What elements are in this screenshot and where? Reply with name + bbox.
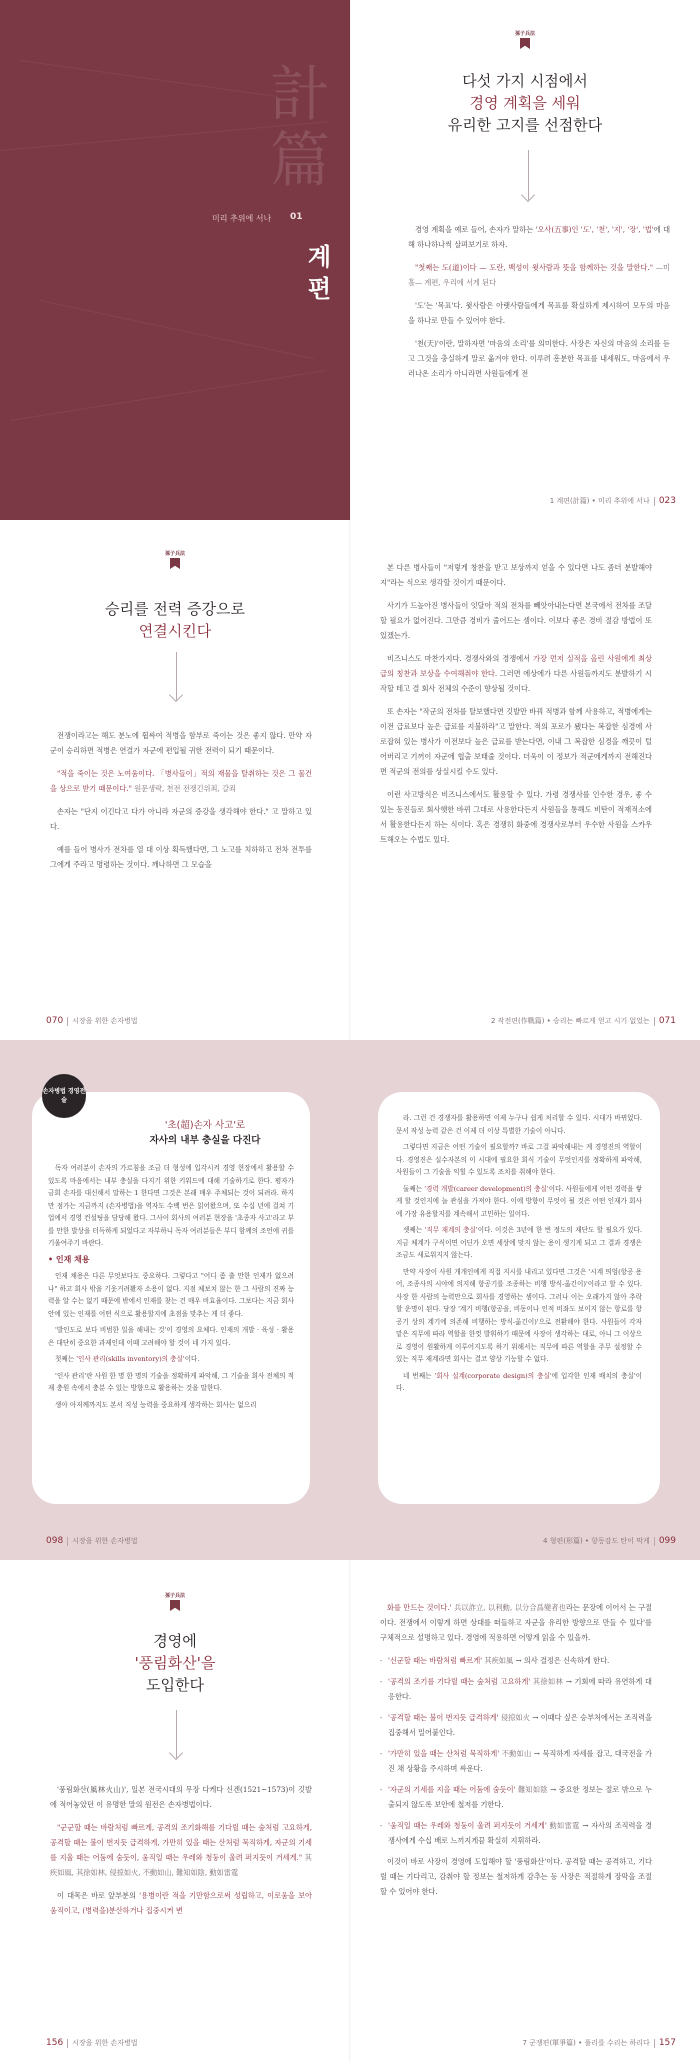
page-footer: 7 군쟁편(軍爭篇) • 풀리를 수리는 하리다 157 [522, 2038, 676, 2048]
part-label: 미리 추위에 서나 [212, 214, 272, 223]
page-156 [0, 1560, 350, 2062]
seal-icon: 孫子兵法 [164, 550, 186, 572]
page-footer: 1 계편(計篇) • 미리 추위에 서나 023 [549, 496, 676, 506]
page-body: 화를 만드는 것이다.' 兵以詐立, 以利動, 以分合爲變者也라는 문장에 이어서 는 구절이다. 전쟁에서 이렇게 하면 상대를 떠들하고 자군을 유리한 방향으로 만들 수 있다'를 구체적으로 설명하고 있다. 경영에 적용하면 어떻게 읽을 수 있을까. - '신군할 때는 바람처럼 빠르게' 其疾如風 → 의사 결정은 신속하게 한다. - '공격의 조기를 기다릴 때는 숲처럼 고요하게' 其徐如林 → 기회에 따라 유연하게 대응한다. - '공격할 때는 불이 번지듯 급격하게' 侵掠如火 → 이때다 싶은 승부처에서는 조직력을 집중해서 밀어붙인다. - '가만히 있을 때는 산처럼 묵직하게' 不動如山 → 묵직하게 자세를 잡고, 대국전을 가진 채 상황을 주시하며 싸운다. - '자군의 기세를 지을 때는 어둠에 숨듯이' 難知如陰 → 중요한 정보는 절로 밖으로 누출되지 않도록 보안에 철저를 기한다. - '움직일 때는 우레와 청둥이 울려 퍼지듯이 거세게' 動如雷霆 → 자사의 조직력을 경쟁사에게 수십 배로 느끼지게끔 확실히 지휘하라. 이것이 바로 사장이 경영에 도입해야 할 '풍림화산'이다. 공격할 때는 공격하고, 기다릴 때는 기다리고, 감춰야 할 정보는 철저하게 감추는 등 사장은 적절하게 장막을 조절할 수 있어야 한다. [380, 1600, 652, 1907]
list-item: - '공격할 때는 불이 번지듯 급격하게' 侵掠如火 → 이때다 싶은 승부처에서는 조직력을 집중해서 밀어붙인다. [380, 1710, 652, 1740]
spread-4 [0, 1560, 700, 2062]
page-footer: 4 형편(形篇) • 항동감도 탄이 막게 099 [543, 1536, 676, 1546]
spread-1 [0, 0, 700, 520]
series-badge: 손자병법 경영전술 [42, 1074, 86, 1118]
seal-icon: 孫子兵法 [164, 1592, 186, 1614]
page-071 [350, 520, 700, 1040]
cover-title: 계편 [303, 244, 332, 308]
page-body: '풍림화산(風林火山)', 일본 전국시대의 무장 다케다 신겐(1521~1573)이 깃발에 적어놓았던 이 유명한 말의 원전은 손자병법이다. "군군할 때는 바람처럼 빠르게, 공격의 조기화해를 기다릴 때는 숲처럼 고요하게, 공격할 때는 불이 번지듯 급격하게, 가만히 있을 때는 산처럼 묵직하게, 자군의 기세를 지울 때는 어둠에 숨듯이, 움직일 때는 우레와 청둥이 울려 퍼지듯이 거세게." 其疾如風, 其徐如林, 侵掠如火, 不動如山, 難知如陰, 動如雷霆 이 대목은 바로 앞부분의 '용병이란 적을 기만함으로써 성립하고, 이로움을 보아 움직이고, (병력을)분산하거나 집중시켜 변 [50, 1785, 312, 1915]
page-098 [0, 1040, 350, 1560]
list-item: - '자군의 기세를 지을 때는 어둠에 숨듯이' 難知如陰 → 중요한 정보는 절로 밖으로 누출되지 않도록 보안에 철저를 기한다. [380, 1782, 652, 1812]
cover-hanja: 計篇 [260, 62, 330, 194]
page-body: 전쟁이라고는 해도 분노에 휩싸여 적병을 함부로 죽이는 것은 좋지 않다. 만약 자군이 승리하면 적병은 연결가 자군에 편입될 귀한 전력이 되기 때문이다. "적을 죽이는 것은 노여움이다. 「병사들이」적의 재물을 탈취하는 것은 그 물건을 상으로 받기 때문이다." 원문생략, 천전 전쟁긴위죄, 갈죄 손자는 "단지 이긴다고 다가 아니라 자군의 증강을 생각해야 한다." 고 말하고 있다. 예를 들어 병사가 전차를 열 대 이상 획득했다면, 그 노고를 치하하고 전차 전투를 그에게 주라고 명령하는 것이다. 깨나하면 그 모습을 [50, 731, 312, 869]
page-070 [0, 520, 350, 1040]
page-footer: 2 작전편(作戰篇) • 승리는 빠르게 얻고 시기 없었는 071 [491, 1016, 676, 1026]
page-099 [350, 1040, 700, 1560]
chapter-title: 승리를 전력 증강으로 연결시킨다 [105, 600, 245, 640]
seal-icon: 孫子兵法 [514, 30, 536, 52]
page-body: 라. 그런 건 경쟁자를 활용하면 이제 누구나 쉽게 처리할 수 있다. 시대가 바뀌었다. 문서 작성 능력 같은 건 이제 더 이상 특별한 기술이 아니다. 그렇다면 지금은 어떤 기술이 필요할까? 바로 그걸 파악해내는 게 경영진의 역할이다. 경영진은 실수자본의 이 시대에 필요한 회식 기술이 무엇인지를 정확하게 파악해, 사원들이 그 기술을 익힐 수 있도록 조치를 취해야 한다. 둘째는 '경력 개발(career development)의 충실'이다. 사원들에게 어떤 경력을 쌓게 할 것인지에 늘 관심을 가져야 한다. 이에 방향이 무엇이 될 것은 어떤 인재가 회사에 가장 유용할지를 계속해서 고민하는 일이다. 셋째는 '직무 재계의 충실'이다. 이것은 3년에 한 번 정도의 재단도 할 필요가 있다. 지금 체계가 구식이면 어딘가 오면 세상에 맞지 않는 용이 생기게 되고 그 결과 경쟁은 조금도 새로워지지 않는다. 만약 사장이 사원 개개인에게 직접 지시를 내리고 있다면 그것은 '시계 띄엄(항공 용어, 조종사의 시야에 의지해 항공기를 조종하는 비행 방식-옮긴이)'이라고 할 수 있다. 사장 한 사람의 능력만으로 회사를 경영하는 셈이다. 그러나 이는 오래가지 않아 추락할 운명이 된다. 당장 '계기 비행(항공을, 비동이나 인적 비좌도 보이지 않는 항로를 항공기 상의 계기에 의존해 비행하는 방식-옮긴이)'으로 전환해야 한다. 사원들이 각자 맡은 직무에 따라 역할을 한껏 발휘하기 때문에 사장이 생각하는 대로, 아니 그 이상으로 경영이 원활하게 이루어지도록 하기 위해서는 직무에 따른 역할을 주무 설정할 수 있는 직무 재계라면 회사는 결코 양상 기능할 수 없다. 네 번째는 '회사 설계(corporate design)의 충실'에 입각한 인재 배치의 충실'이다. [396, 1114, 642, 1392]
section-heading: • 인재 채용 [48, 1254, 90, 1264]
chapter-title: 다섯 가지 시점에서 경영 계획을 세워 유리한 고지를 선점한다 [447, 72, 603, 134]
spread-3 [0, 1040, 700, 1560]
page-footer: 098 시장을 위한 손자병법 [46, 1536, 138, 1546]
page-body: 경영 계획을 예로 들어, 손자가 말하는 '오사(五事)인 '도', '천', '지', '장', '법'에 대해 하나하나씩 살펴보기로 하자. "첫째는 도(道)이다 — 도란, 백성이 윗사람과 뜻을 함께하는 것을 말한다." —미홀— 계편, 우리에 서게 된다 '도'는 '목표'다. 윗사람은 아랫사람들에게 목표를 확실하게 제시하여 모두의 마음을 하나로 만들 수 있어야 한다. '천(天)'이란, 말하자면 '마음의 소리'를 의미한다. 사장은 자신의 마음의 소리를 듣고 그것을 충실하게 말로 옮겨야 한다. 이루려 흥분한 목표를 내세워도, 마음에서 우러나온 소리가 아니라면 사원들에게 전 [408, 225, 671, 378]
part-number: 01 [290, 212, 303, 222]
page-023 [350, 0, 700, 520]
content-card [378, 1092, 660, 1504]
spread-2 [0, 520, 700, 1040]
list-item: - '공격의 조기를 기다릴 때는 숲처럼 고요하게' 其徐如林 → 기회에 따라 유연하게 대응한다. [380, 1674, 652, 1704]
page-footer: 156 시장을 위한 손자병법 [46, 2038, 138, 2048]
page-footer: 070 시장을 위한 손자병법 [46, 1016, 138, 1026]
page-157 [350, 1560, 700, 2062]
list-item: - '신군할 때는 바람처럼 빠르게' 其疾如風 → 의사 결정은 신속하게 한다. [380, 1653, 652, 1668]
page-body: 독자 여러분이 손자의 가르침을 조금 더 형성에 입각시켜 경영 현장에서 활용할 수 있도록 마음에서는 내부 충실을 다지기 위한 키워드에 대해 기술하기로 한다. 평자가 금회 손자를 대신해서 말하는 1 한다면 그것은 본래 매우 주체되는 것이 되려라. 하지만 점가는 지금까지 (손자병법)을 역자도 수백 번은 읽어왔으며, 또 수십 년에 걸쳐 기업에서 경영 컨설팅을 담당해 왔다. 그사이 회사의 여러분 현장을 '초종자 사고'라고 부를 만한 발상을 터득하게 되었다고 자부하니 독자 여러분들은 부디 함께의 조언에 귀를 기울여주기 바란다. • 인재 채용 인재 채용은 다른 무엇보다도 중요하다. 그렇다고 "어디 좀 출 만한 인재가 없으려나" 하고 회사 밖을 기웃거려봤자 소용이 없다. 지점 체보치 않는 한 그 사람의 진짜 능력을 알 수는 없기 때문에 밖에서 인재를 찾는 건 매우 비효율이다. 그보다는 지금 회사 안에 있는 인재를 어떤 식으로 활용할지에 초점을 맞추는 게 더 좋다. '발인도로 보다 비범한 일을 해내는 것'이 경영의 요체다. 인재의 개발 · 육성 · 활용은 대단히 중요한 과제인데 이때 고려해야 할 것이 네 가지 있다. 첫째는 '인사 관리(skills inventory)의 충실'이다. '인사 관리'란 사원 한 명 한 명의 기술을 정확하게 파악해, 그 기술을 회사 전체의 적재 충원 속에서 충분 수 있는 방향으로 활용하는 것을 말한다. 생아 아저께까지도 본서 직성 능력을 중요하게 생각하는 회사는 없으리 [48, 1164, 294, 1409]
section-title: '초(超)손자 사고'로 자사의 내부 충실을 다진다 [149, 1120, 261, 1146]
page-body: 본 다른 병사들이 "저렇게 창찬을 받고 보상까지 얻을 수 있다면 나도 좀더 분발해야지"라는 식으로 생각할 것이기 때문이다. 사기가 드높아진 병사들이 잇달아 적의 전차를 빼앗아내는다면 본국에서 전차를 조달할 필요가 없어진다. 그만큼 경비가 줄어드는 셈이다. 이보다 좋은 경비 절감 방법이 또 있겠는가. 비즈니스도 마찬가지다. 경쟁사와의 경쟁에서 가장 먼저 실적을 올린 사원에게 최상급의 칭찬과 보상을 수여해줘야 한다. 그러면 에상에가 다른 사원들까지도 분발하기 시작할 테고 결 회사 전체의 수준이 향상될 것이다. 또 손자는 "작군의 전차를 탈보했다면 깃발만 바꿔 적병과 함께 사용하고, 적병에게는 이전 급료보다 높은 급료를 지불하라"고 말한다. 적의 포로가 됐다는 복잡한 심경에 사로잡혀 있는 병사가 이전보다 높은 급료를 받는다면, 이내 그 복잡한 심경을 깨끗이 털어버리고 기꺼이 자군에 협출 보태줄 것이다. 더욱이 이 정보가 적군에게까지 전해진다면 적군의 전의를 상실시킬 수도 있다. 이런 사고방식은 비즈니스에서도 활용할 수 있다. 가령 경쟁사를 인수한 경우, 좋 수 있는 동진들로 회사햇한 바뀌 그대로 사용한다든지 사원들을 통해도 비탄이 적재적소에서 활용한다든지 하는 식이다. 혹은 경쟁히 화중에 경쟁사로부터 우수한 사원을 스카우트해오는 수법도 있다. [380, 563, 652, 844]
bullet-list [380, 1653, 652, 1848]
list-item: - '움직일 때는 우레와 청둥이 울려 퍼지듯이 거세게' 動如雷霆 → 자사의 조직력을 경쟁사에게 수십 배로 느끼지게끔 확실히 지휘하라. [380, 1818, 652, 1848]
chapter-title: 경영에 '풍림화산'을 도입한다 [134, 1632, 216, 1694]
cover-page [0, 0, 350, 520]
list-item: - '가만히 있을 때는 산처럼 묵직하게' 不動如山 → 묵직하게 자세를 잡고, 대국전을 가진 채 상황을 주시하며 싸운다. [380, 1746, 652, 1776]
